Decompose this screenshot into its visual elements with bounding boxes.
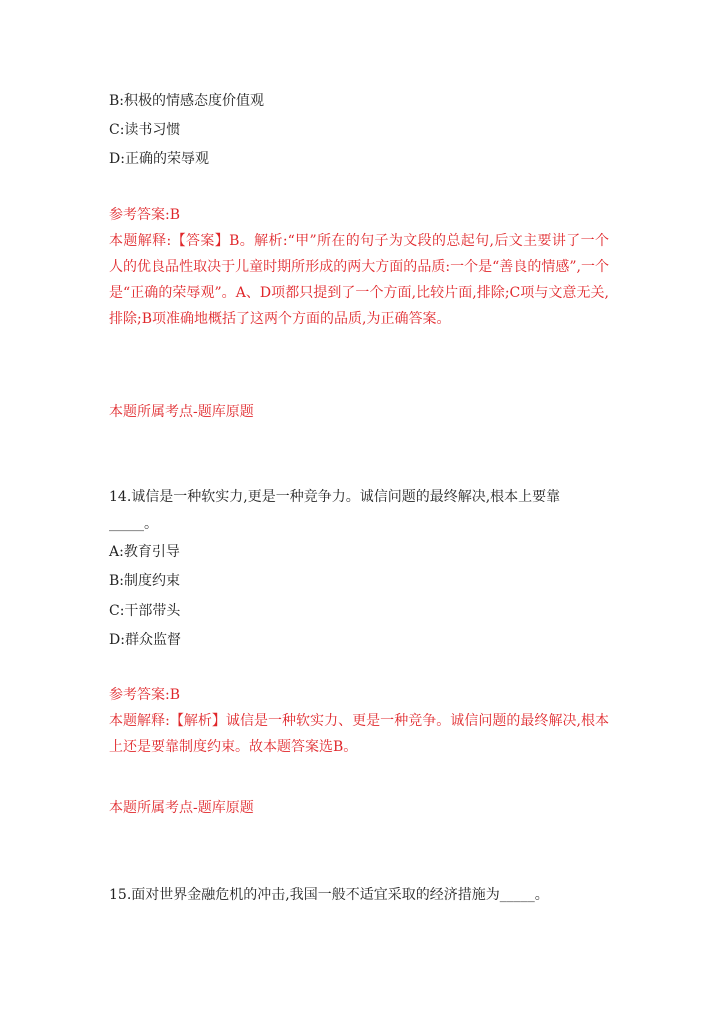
q13-option-b: B:积极的情感态度价值观: [109, 93, 265, 109]
q13-answer: 参考答案:B: [109, 207, 181, 223]
q14-option-a: A:教育引导: [109, 544, 180, 560]
q13-point: 本题所属考点-题库原题: [109, 404, 254, 420]
q14-question-blank: _____。: [109, 516, 158, 532]
q15-question: 15.面对世界金融危机的冲击,我国一般不适宜采取的经济措施为_____。: [109, 887, 549, 903]
q14-explanation: 本题解释:【解析】诚信是一种软实力、更是一种竞争。诚信问题的最终解决,根本上还是要靠制度约束。故本题答案选B。: [109, 713, 609, 755]
q14-question: 14.诚信是一种软实力,更是一种竞争力。诚信问题的最终解决,根本上要靠: [109, 489, 561, 505]
q13-explanation: 本题解释:【答案】B。解析:“甲”所在的句子为文段的总起句,后文主要讲了一个人的优良品性取决于儿童时期所形成的两大方面的品质:一个是“善良的情感”,一个是“正确的荣辱观”。A、D项都只提到了一个方面,比较片面,排除;C项与文意无关,排除;B项准确地概括了这两个方面的品质,为正确答案。: [109, 233, 609, 327]
q14-option-d: D:群众监督: [109, 632, 181, 648]
q13-option-d: D:正确的荣辱观: [109, 151, 209, 167]
q14-option-b: B:制度约束: [109, 573, 181, 589]
q14-point: 本题所属考点-题库原题: [109, 800, 254, 816]
q13-option-c: C:读书习惯: [109, 122, 181, 138]
q14-option-c: C:干部带头: [109, 603, 181, 619]
q14-answer: 参考答案:B: [109, 687, 181, 703]
